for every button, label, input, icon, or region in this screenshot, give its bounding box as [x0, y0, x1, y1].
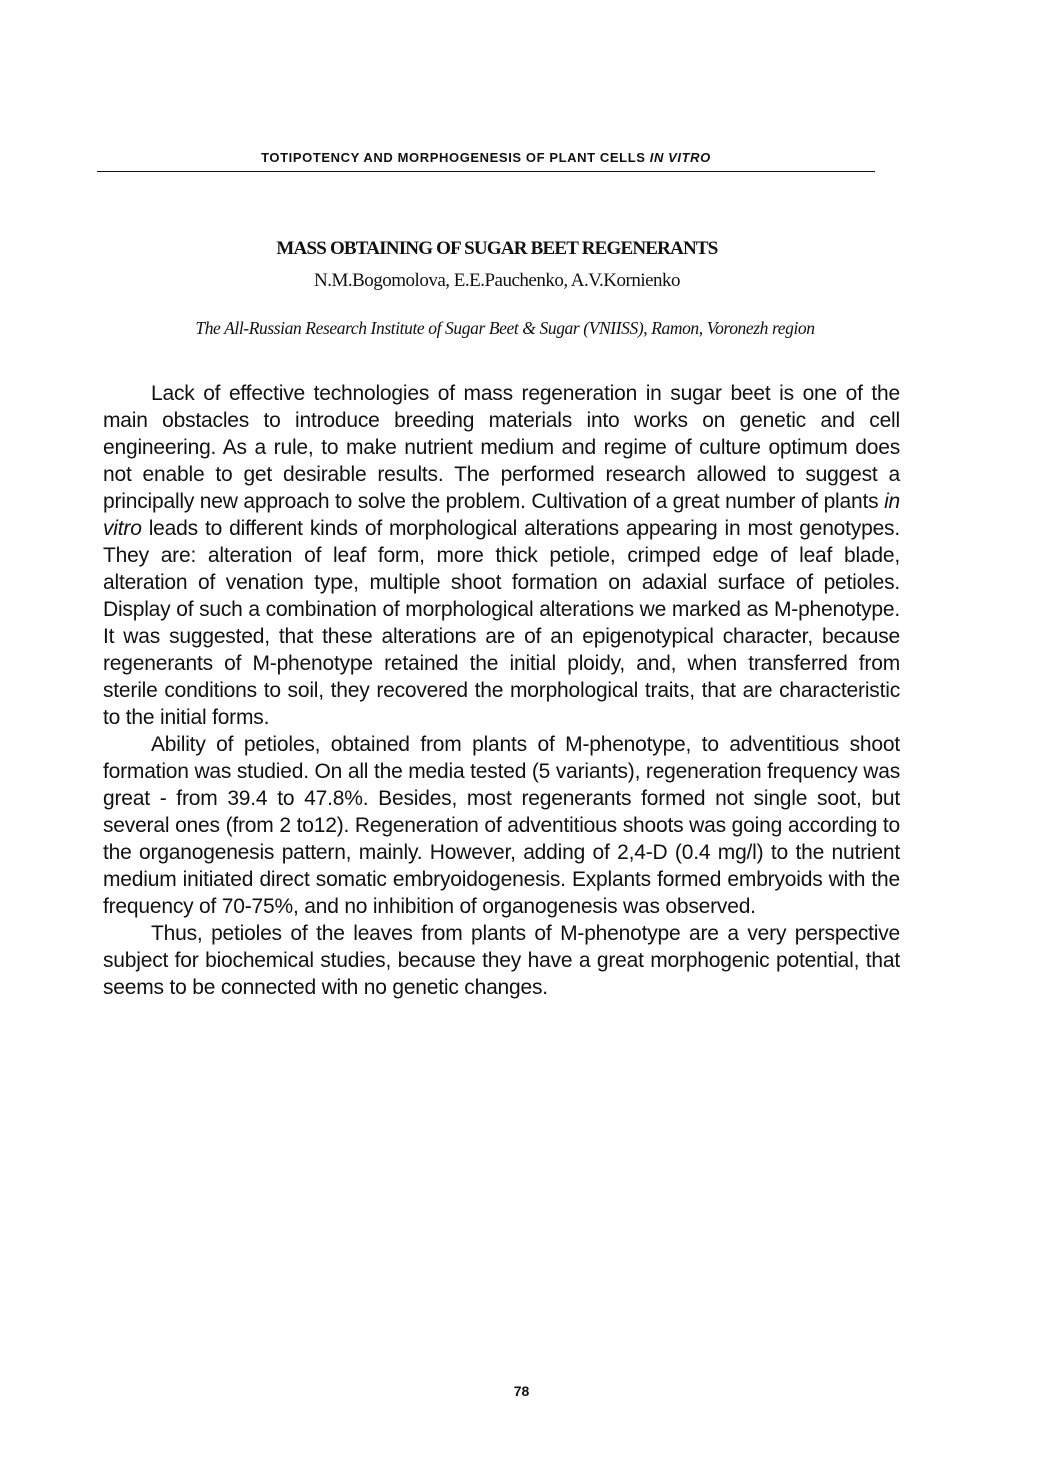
paragraph-1	[103, 380, 900, 731]
article-affiliation: The All-Russian Research Institute of Sugar Beet & Sugar (VNIISS), Ramon, Voronezh region	[195, 318, 815, 338]
running-head-text: TOTIPOTENCY AND MORPHOGENESIS OF PLANT CELLS	[261, 150, 646, 165]
article-authors: N.M.Bogomolova, E.E.Pauchenko, A.V.Kornienko	[313, 270, 681, 291]
article-title: MASS OBTAINING OF SUGAR BEET REGENERANTS	[276, 238, 718, 259]
article-body	[103, 380, 900, 1001]
page-number: 78	[513, 1383, 530, 1399]
paragraph-1-part-1: Lack of effective technologies of mass regeneration in sugar beet is one of the main obstacles to introduce breeding materials into works on genetic and cell engineering. As a rule, to make nutrient medium and regime of culture optimum does not enable to get desirable results. The performed research allowed to suggest a principally new approach to solve the problem. Cultivation of a great number of plants	[103, 382, 900, 513]
header-rule	[97, 171, 875, 172]
paragraph-3: Thus, petioles of the leaves from plants of M-phenotype are a very perspective subject for biochemical studies, because they have a great morphogenic potential, that seems to be connected with no genetic changes.	[103, 922, 900, 999]
running-head	[97, 150, 875, 165]
running-head-italic: IN VITRO	[649, 150, 711, 165]
paragraph-1-italic: in vitro	[103, 490, 901, 540]
paragraph-1-part-2: leads to different kinds of morphological alterations appearing in most genotypes. They are: alteration of leaf form, more thick petiole, crimped edge of leaf blade, alteration of venation type, multiple shoot formation on adaxial surface of petioles. Display of such a combination of morphological alterations we marked as M-phenotype. It was suggested, that these alterations are of an epigenotypical character, because regenerants of M-phenotype retained the initial ploidy, and, when transferred from sterile conditions to soil, they recovered the morphological traits, that are characteristic to the initial forms.	[103, 517, 900, 729]
paragraph-2: Ability of petioles, obtained from plants of M-phenotype, to adventitious shoot formation was studied. On all the media tested (5 variants), regeneration frequency was great - from 39.4 to 47.8%. Besides, most regenerants formed not single soot, but several ones (from 2 to12). Regeneration of adventitious shoots was going according to the organogenesis pattern, mainly. However, adding of 2,4-D (0.4 mg/l) to the nutrient medium initiated direct somatic embryoidogenesis. Explants formed embryoids with the frequency of 70-75%, and no inhibition of organogenesis was observed.	[103, 733, 900, 918]
